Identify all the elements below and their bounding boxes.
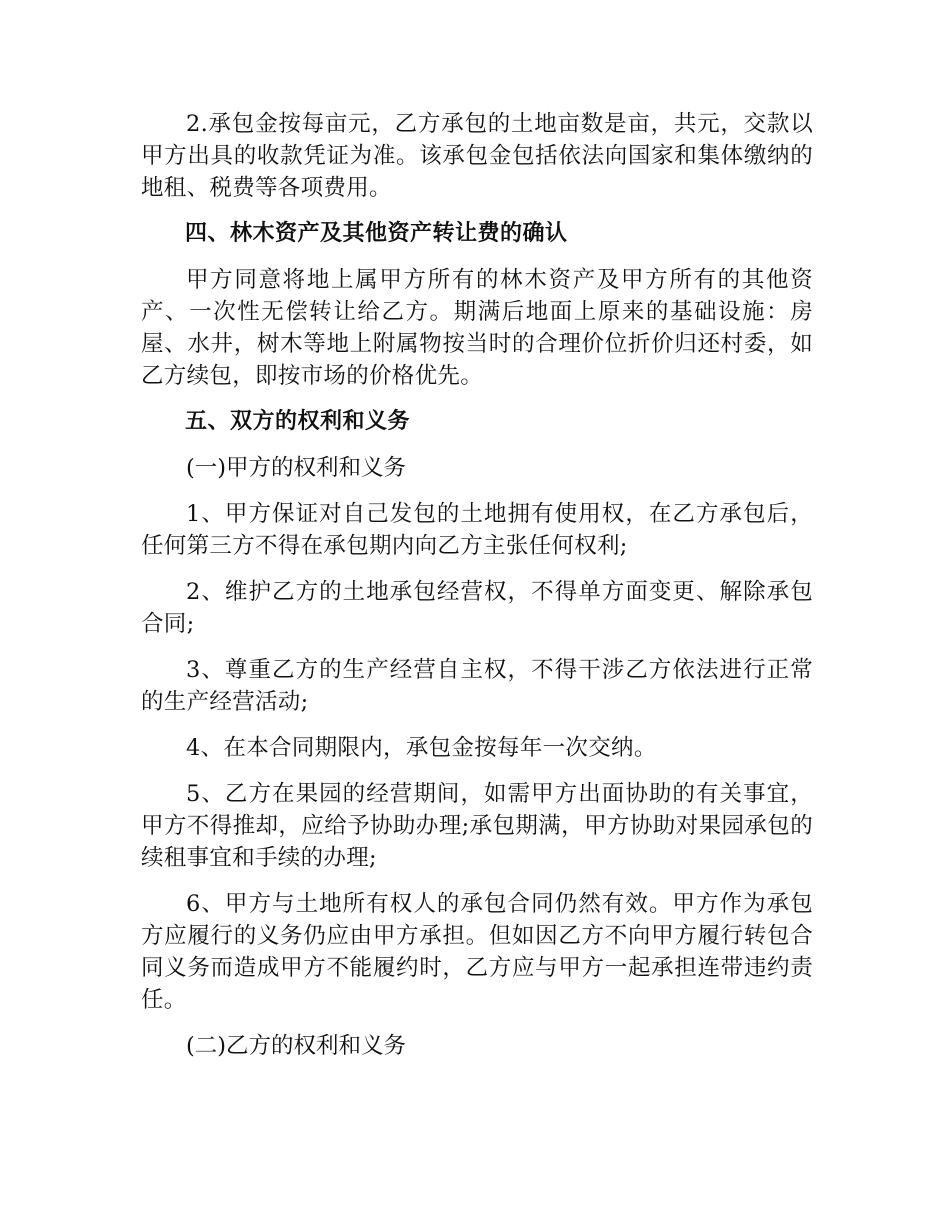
section-heading-rights-obligations: 五、双方的权利和义务 xyxy=(185,409,411,434)
paragraph-payment-terms: 2.承包金按每亩元，乙方承包的土地亩数是亩，共元，交款以甲方出具的收款凭证为准。该承包金包括依法向国家和集体缴纳的地租、税费等各项费用。 xyxy=(141,111,813,201)
clause-party-a-1: 1、甲方保证对自己发包的土地拥有使用权，在乙方承包后，任何第三方不得在承包期内向乙方主张任何权利; xyxy=(141,501,813,559)
document-page xyxy=(141,108,813,1076)
section-heading-asset-transfer: 四、林木资产及其他资产转让费的确认 xyxy=(185,221,568,246)
subheading-party-a: (一)甲方的权利和义务 xyxy=(186,455,407,481)
clause-party-a-6: 6、甲方与土地所有权人的承包合同仍然有效。甲方作为承包方应履行的义务仍应由甲方承担。但如因乙方不向甲方履行转包合同义务而造成甲方不能履约时，乙方应与甲方一起承担连带违约责任。 xyxy=(141,891,813,1013)
clause-party-a-4: 4、在本合同期限内，承包金按每年一次交纳。 xyxy=(186,735,657,761)
clause-party-a-5: 5、乙方在果园的经营期间，如需甲方出面协助的有关事宜，甲方不得推却，应给予协助办理;承包期满，甲方协助对果园承包的续租事宜和手续的办理; xyxy=(141,781,813,871)
clause-party-a-3: 3、尊重乙方的生产经营自主权，不得干涉乙方依法进行正常的生产经营活动; xyxy=(141,657,813,715)
subheading-party-b: (二)乙方的权利和义务 xyxy=(186,1033,407,1059)
paragraph-asset-transfer: 甲方同意将地上属甲方所有的林木资产及甲方所有的其他资产、一次性无偿转让给乙方。期满后地面上原来的基础设施：房屋、水井，树木等地上附属物按当时的合理价位折价归还村委，如乙方续包，即按市场的价格优先。 xyxy=(141,267,813,389)
clause-party-a-2: 2、维护乙方的土地承包经营权，不得单方面变更、解除承包合同; xyxy=(141,579,813,637)
